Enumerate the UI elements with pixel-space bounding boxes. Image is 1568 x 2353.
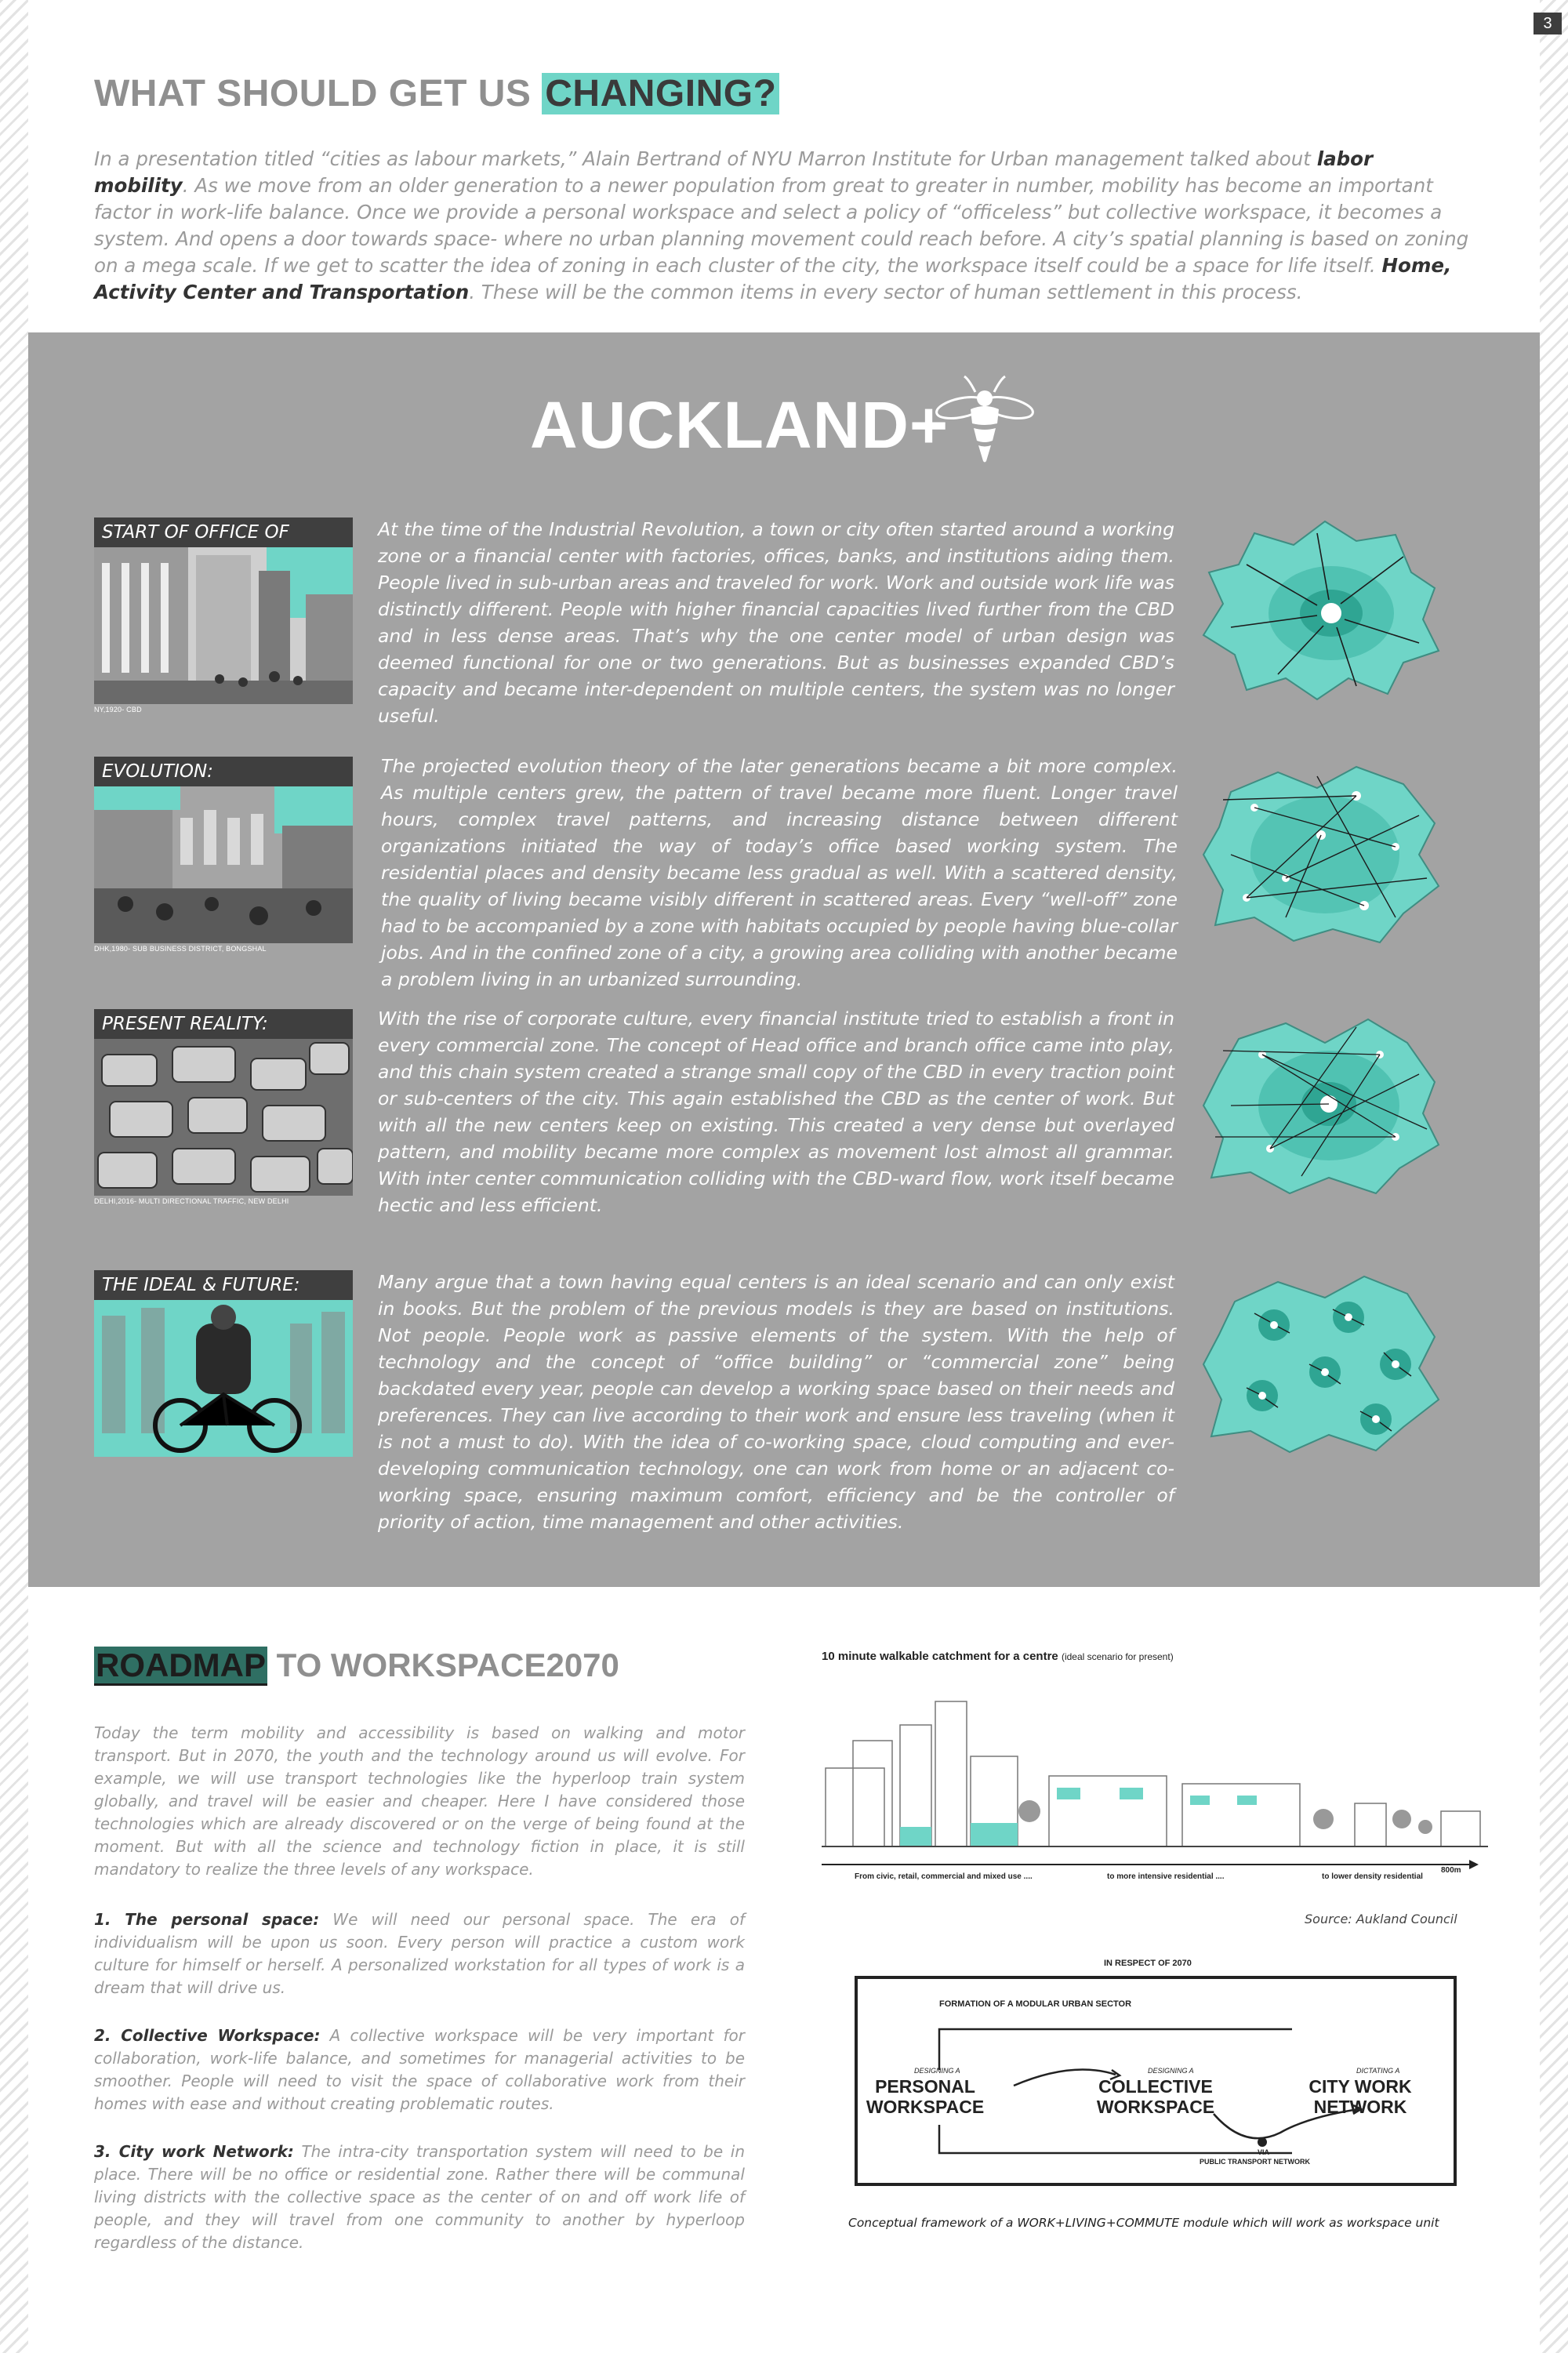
roadmap-item-personal [94, 1908, 745, 1999]
section-label-start-of-office: START OF OFFICE OF [94, 517, 353, 547]
intro-bold-2: Home, Activity Center and Transportation [94, 254, 1452, 303]
left-hatch-border [0, 0, 28, 2353]
framework-node-personal: PERSONAL WORKSPACE [866, 2076, 985, 2117]
section-label-present-reality: PRESENT REALITY: [94, 1009, 353, 1039]
catchment-axis-arrow [1469, 1860, 1479, 1869]
roadmap-item-body: A collective workspace will be very important for collaboration, work-life balance, and sometimes for managerial activities to be smoother. People will need to visit the space of collaborative work from their homes with ease and without creating problematic routes. [94, 2026, 745, 2113]
photo-caption-delhi: DELHI,2016- MULTI DIRECTIONAL TRAFFIC, NEW DELHI [94, 1197, 289, 1205]
roadmap-item-network [94, 2141, 745, 2254]
figure-source: Source: Aukland Council [1305, 1912, 1457, 1926]
photo-ny-cbd [94, 547, 353, 704]
page-number: 3 [1534, 13, 1562, 34]
roadmap-title [94, 1647, 619, 1684]
framework-node2-sub: DESIGNING A [1148, 2067, 1194, 2075]
intro-bold-1: labor mobility [94, 147, 1374, 197]
framework-node-network: CITY WORK NETWORK [1308, 2076, 1412, 2117]
section-text-evolution: The projected evolution theory of the later generations became a bit more complex. As multiple centers grew, the pattern of travel became more fluent. Longer travel hours, complex travel patterns, and increasing distance between different organizations initiated the way of today’s office based working system. The residential places and density became less gradual as well. With a scattered density, the quality of living became visibly different in scattered areas. Every “well-off” zone had to be accompanied by a zone with habitats occupied by people having blue-collar jobs. And in the confined zone of a city, a growing area colliding with another became a problem living in an urbanized surrounding. [381, 755, 1178, 990]
section-text-present-reality: With the rise of corporate culture, every financial institute tried to establish a front in every commercial zone. The concept of Head office and branch office came into play, and this chain system created a strange small copy of the CBD in every traction point or sub-centers of the city. This again established the CBD as the center of work. But with all the new centers keep on existing. This created a very dense but overlayed pattern, and mobility became more complex as movement lost almost all grammar. With inter center communication colliding with the CBD-ward flow, work itself became hectic and less efficient. [378, 1008, 1174, 1216]
framework-via-sub: PUBLIC TRANSPORT NETWORK [1200, 2158, 1310, 2166]
photo-delhi-traffic [94, 1039, 353, 1196]
right-hatch-border [1540, 0, 1568, 2353]
roadmap-title-rest: TO WORKSPACE2070 [267, 1647, 619, 1683]
roadmap-item-body: We will need our personal space. The era of individualism will be upon us soon. Every person will practice a custom work culture for himself or herself. A personalized workstation for all types of work is a dream that will drive us. [94, 1910, 745, 1997]
framework-caption: Conceptual framework of a WORK+LIVING+COMMUTE module which will work as workspace unit [848, 2216, 1439, 2230]
framework-node-collective: COLLECTIVE WORKSPACE [1096, 2076, 1215, 2117]
section-label-ideal-future: THE IDEAL & FUTURE: [94, 1270, 353, 1300]
catchment-title-text: 10 minute walkable catchment for a centre [822, 1650, 1058, 1663]
intro-text-2: . As we move from an older generation to a newer population from great to greater in number, mobility has become an important factor in work-life balance. Once we provide a personal workspace and select a policy of “officeless” but collective workspace, it becomes a system. And opens a door towards space- where no urban planning movement could reach before. A city’s spatial planning is based on zoning on a mega scale. If we get to scatter the idea of zoning in each cluster of the city, the workspace itself could be a space for life itself. [94, 174, 1469, 277]
axis-label-800m: 800m [1441, 1866, 1461, 1875]
roadmap-item-head: 3. City work Network: [94, 2142, 294, 2161]
roadmap-item-body: The intra-city transportation system will need to be in place. There will be no office or residential zone. Rather there will be communal living districts with the collective space as the center of on and off work life of people, and they will travel from one community to another by hyperloop regardless of the distance. [94, 2142, 746, 2252]
intro-paragraph [94, 146, 1474, 306]
roadmap-item-head: 2. Collective Workspace: [94, 2026, 321, 2045]
photo-dhaka-bongshal [94, 786, 353, 943]
catchment-subtitle: (ideal scenario for present) [1061, 1651, 1174, 1662]
catchment-skyline-illustration [822, 1694, 1488, 1850]
axis-label-low-density: to lower density residential [1322, 1872, 1423, 1881]
section-label-evolution: EVOLUTION: [94, 757, 353, 786]
diagram-multi-center [1200, 761, 1443, 949]
photo-cyclist [94, 1300, 353, 1457]
photo-caption-ny: NY,1920- CBD [94, 706, 142, 714]
roadmap-item-head: 1. The personal space: [94, 1910, 320, 1929]
catchment-figure-title [822, 1650, 1174, 1663]
intro-text-3: . These will be the common items in every sector of human settlement in this process. [469, 281, 1303, 303]
photo-caption-dhaka: DHK,1980- SUB BUSINESS DISTRICT, BONGSHAL [94, 945, 267, 953]
page-title-plain: WHAT SHOULD GET US [94, 73, 543, 114]
framework-heading: IN RESPECT OF 2070 [1104, 1959, 1192, 1968]
framework-via-label: VIA [1258, 2148, 1270, 2156]
diagram-dense-overlay [1200, 1011, 1443, 1200]
roadmap-item-collective [94, 2024, 745, 2115]
bee-icon [930, 369, 1040, 478]
intro-text-1: In a presentation titled “cities as labour markets,” Alain Bertrand of NYU Marron Institute for Urban management talked about [94, 147, 1317, 170]
framework-node3-sub: DICTATING A [1356, 2067, 1400, 2075]
section-text-ideal-future: Many argue that a town having equal centers is an ideal scenario and can only exist in books. But the problem of the previous models is they are based on institutions. Not people. People work as passive elements of the system. With the help of technology and the concept of “office building” or “commercial zone” being backdated every year, people can develop a working space based on their needs and preferences. They can live according to their work and ensure less traveling (when it is not a must to do). With the idea of co-working space, cloud computing and ever-developing communication technology, one can work from home or an adjacent co-working space, ensuring maximum comfort, efficiency and be the controller of priority of action, time management and other activities. [378, 1271, 1174, 1533]
axis-label-intensive-residential: to more intensive residential .... [1107, 1872, 1225, 1881]
roadmap-intro: Today the term mobility and accessibility is based on walking and motor transport. But in 2070, the youth and the technology around us will evolve. For example, we will use transport technologies like the hyperloop train system globally, and travel will be easier and cheaper. Here I have considered those technologies which are already discovered or on the verge of being found at the moment. But with all the science and technology fiction in place, it is still mandatory to realize the three levels of any workspace. [94, 1723, 745, 1879]
section-text-start-of-office: At the time of the Industrial Revolution, a town or city often started around a working zone or a financial center with factories, offices, banks, and institutions aiding them. People lived in sub-urban areas and traveled for work. Work and outside work life was distinctly different. People with higher financial capacities lived further from the CBD and in less dense areas. That’s why the one center model of urban design was deemed functional for one or two generations. But as businesses expanded CBD’s capacity and became inter-dependent on multiple centers, the system was no longer useful. [378, 518, 1174, 727]
page-title-highlight: CHANGING? [542, 73, 779, 114]
axis-label-mixed-use: From civic, retail, commercial and mixed use .... [855, 1872, 1033, 1881]
framework-node1-sub: DESIGNING A [914, 2067, 960, 2075]
roadmap-title-highlight: ROADMAP [94, 1647, 267, 1686]
catchment-axis-line [822, 1864, 1472, 1865]
auckland-title: AUCKLAND+ [530, 388, 949, 462]
framework-formation-label: FORMATION OF A MODULAR URBAN SECTOR [939, 1999, 1132, 2009]
page-title [94, 72, 779, 115]
diagram-single-center [1200, 517, 1443, 706]
diagram-equal-centers [1200, 1270, 1443, 1458]
